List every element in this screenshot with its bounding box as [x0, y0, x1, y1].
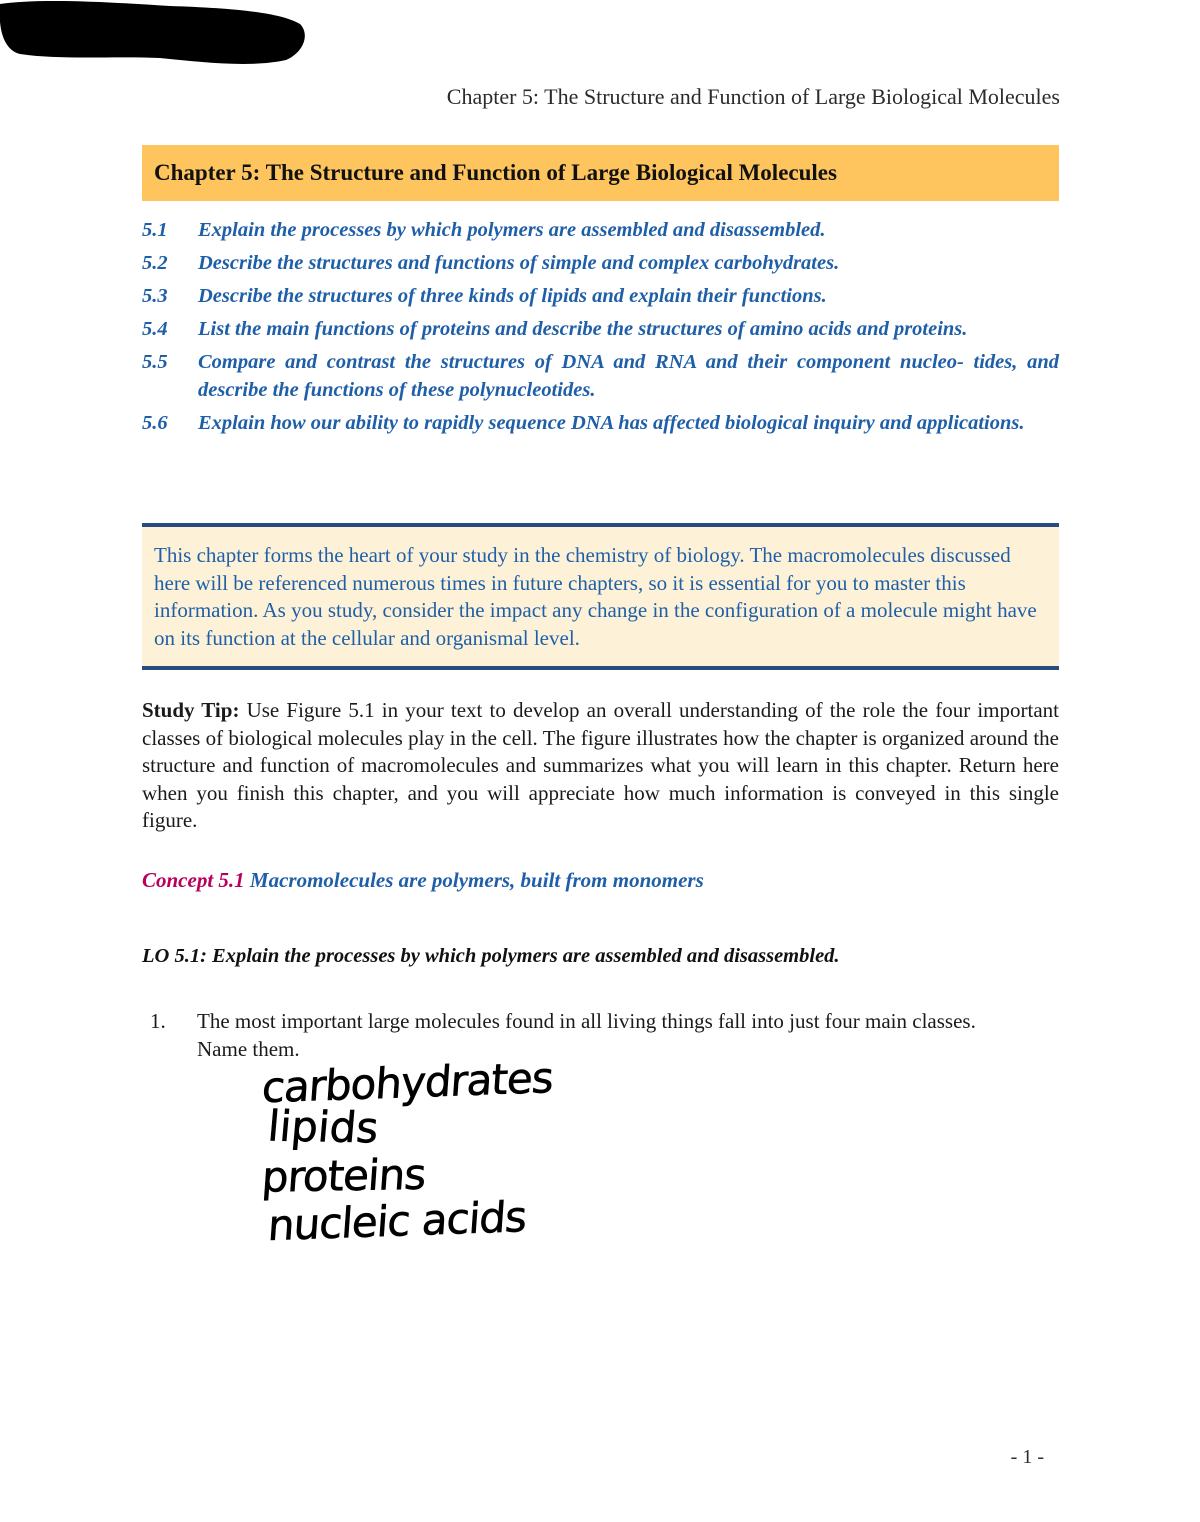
objective-number: 5.1	[142, 219, 168, 241]
objective-item	[142, 315, 1059, 343]
objective-text: List the main functions of proteins and describe the structures of amino acids and proteins.	[198, 318, 968, 340]
learning-objectives-list	[142, 216, 1059, 442]
page-number: - 1 -	[1010, 1446, 1044, 1468]
study-tip	[142, 697, 1059, 835]
redaction-mark	[0, 0, 310, 70]
objective-text: Explain the processes by which polymers are assembled and disassembled.	[198, 219, 826, 241]
chapter-title: Chapter 5: The Structure and Function of Large Biological Molecules	[154, 160, 837, 185]
concept-heading	[142, 868, 704, 893]
concept-title: Macromolecules are polymers, built from monomers	[249, 868, 704, 892]
objective-text: Explain how our ability to rapidly sequence DNA has affected biological inquiry and applications.	[198, 412, 1025, 434]
chapter-title-banner	[142, 145, 1059, 201]
study-tip-text: Use Figure 5.1 in your text to develop an overall understanding of the role the four important classes of biological molecules play in the cell. The figure illustrates how the chapter is organized around the structure and function of macromolecules and summarizes what you will learn in this chapter. Return here when you finish this chapter, and you will appreciate how much information is conveyed in this single figure.	[142, 698, 1059, 832]
objective-number: 5.5	[142, 351, 168, 373]
intro-text: This chapter forms the heart of your study in the chemistry of biology. The macromolecules discussed here will be referenced numerous times in future chapters, so it is essential for you to master this information. As you study, consider the impact any change in the configuration of a molecule might have on its function at the cellular and organismal level.	[154, 543, 1037, 650]
objective-number: 5.6	[142, 412, 168, 434]
question-item	[150, 1007, 1030, 1063]
objective-item	[142, 409, 1059, 437]
objective-text: Compare and contrast the structures of DNA and RNA and their component nucleo- tides, and describe the functions of these polynucleotides.	[198, 351, 1059, 401]
objective-number: 5.3	[142, 285, 168, 307]
objective-text: Describe the structures and functions of simple and complex carbohydrates.	[198, 252, 840, 274]
handwritten-answer-line: proteins	[260, 1149, 427, 1202]
handwritten-answer-line: lipids	[265, 1101, 381, 1153]
handwritten-answer	[260, 1053, 562, 1251]
objective-number: 5.2	[142, 252, 168, 274]
objective-item	[142, 282, 1059, 310]
intro-box-bottom-rule	[142, 666, 1059, 670]
question-number: 1.	[150, 1009, 166, 1033]
objective-number: 5.4	[142, 318, 168, 340]
objective-text: Describe the structures of three kinds of lipids and explain their functions.	[198, 285, 827, 307]
handwritten-answer-line: carbohydrates	[260, 1053, 555, 1113]
running-header: Chapter 5: The Structure and Function of Large Biological Molecules	[446, 84, 1060, 109]
objective-item	[142, 249, 1059, 277]
handwritten-answer-line: nucleic acids	[266, 1192, 528, 1251]
concept-label: Concept 5.1	[142, 868, 245, 892]
study-tip-label: Study Tip:	[142, 698, 240, 722]
objective-item	[142, 216, 1059, 244]
objective-item	[142, 348, 1059, 404]
intro-callout	[142, 527, 1059, 666]
question-text: The most important large molecules found in all living things fall into just four main classes. Name them.	[197, 1009, 976, 1061]
learning-objective-heading: LO 5.1: Explain the processes by which polymers are assembled and disassembled.	[142, 945, 840, 967]
